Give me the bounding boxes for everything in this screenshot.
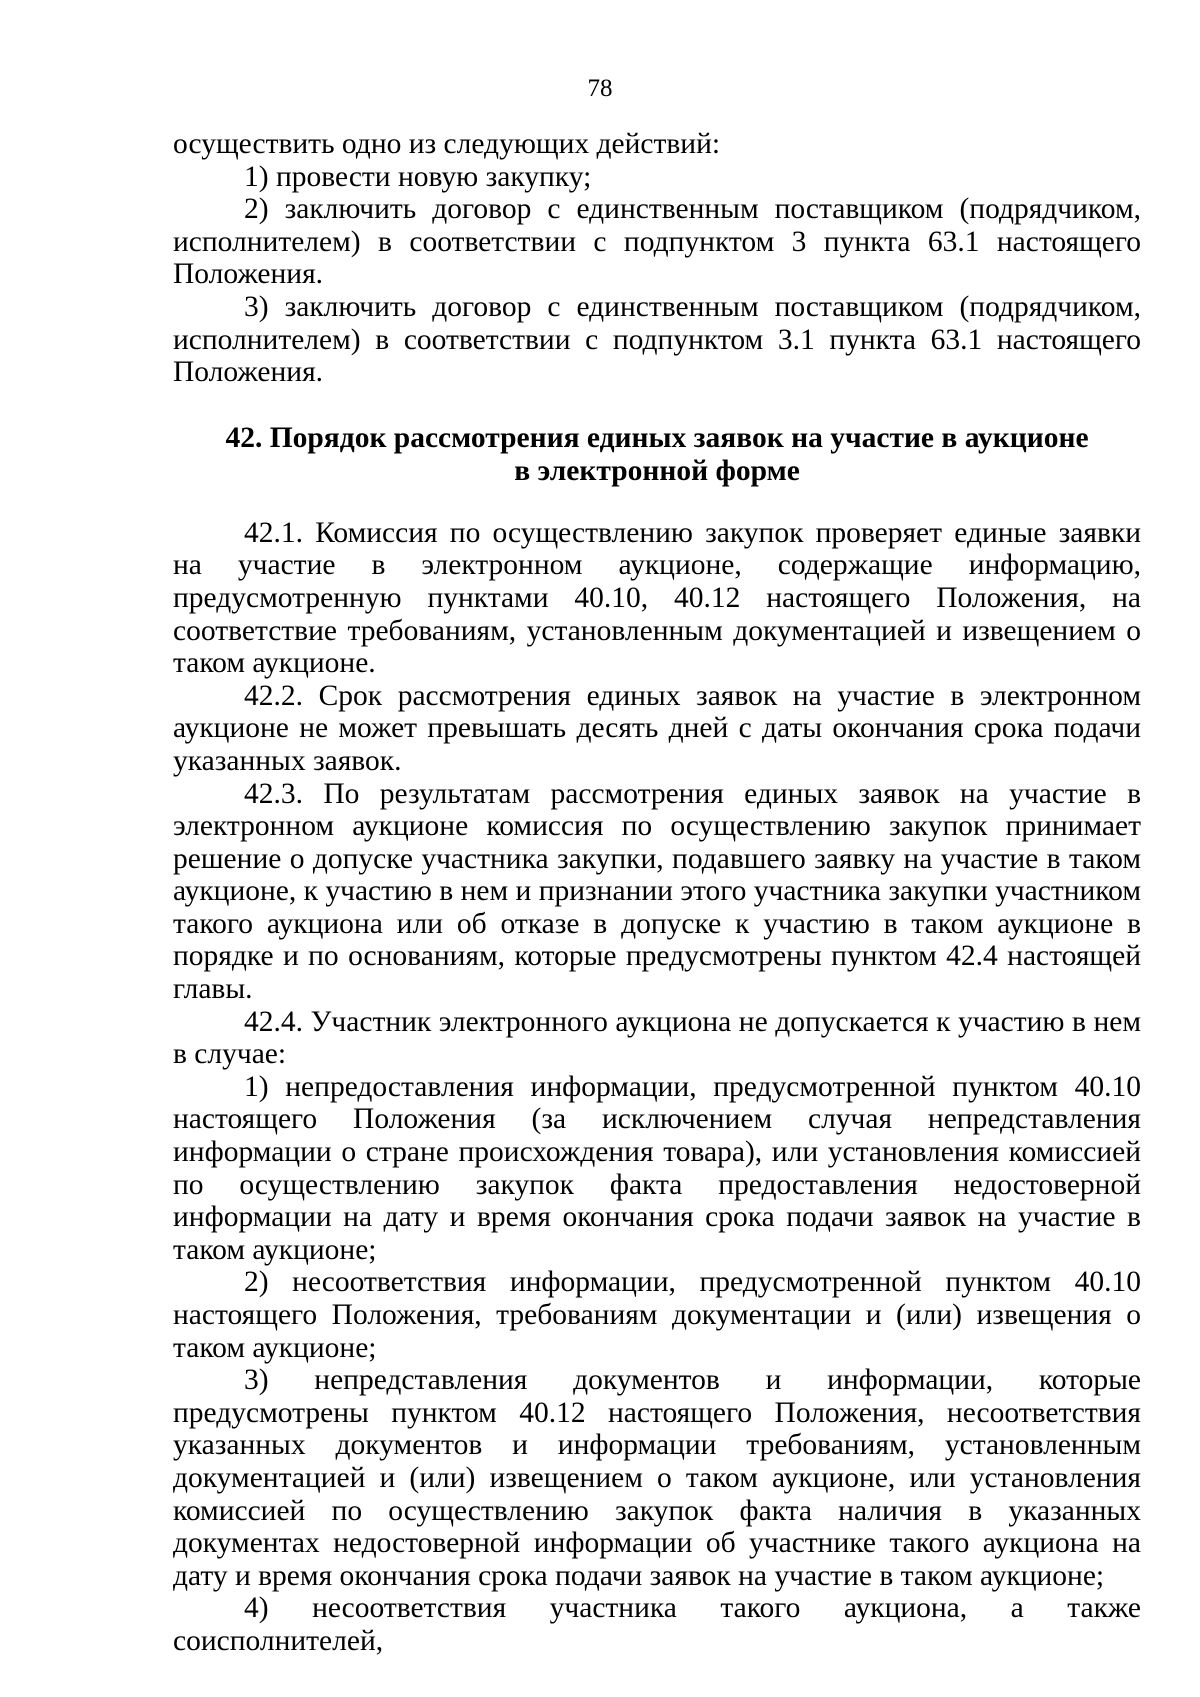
document-body — [173, 128, 1141, 1658]
clause-42-4: 42.4. Участник электронного аукциона не допускается к участию в нем в случае: — [173, 1005, 1141, 1071]
clause-42-3: 42.3. По результатам рассмотрения единых заявок на участие в электронном аукционе комиссия по осуществлению закупок принимает решение о допуске участника закупки, подавшего заявку на участие в таком аукционе, к участию в нем и признании этого участника закупки участником такого аукциона или об отказе в допуске к участию в таком аукционе в порядке и по основаниям, которые предусмотрены пунктом 42.4 настоящей главы. — [173, 777, 1141, 1006]
section-heading-line-2: в электронной форме — [514, 454, 800, 487]
clause-42-4-item-3: 3) непредставления документов и информации, которые предусмотрены пунктом 40.12 настоящего Положения, несоответствия указанных документов и информации требованиям, установленным документацией и (или) извещением о таком аукционе, или установления комиссией по осуществлению закупок факта наличия в указанных документах недостоверной информации об участнике такого аукциона на дату и время окончания срока подачи заявок на участие в таком аукционе; — [173, 1364, 1141, 1592]
section-heading-line-1: 42. Порядок рассмотрения единых заявок на участие в аукционе — [225, 421, 1089, 454]
clause-42-1: 42.1. Комиссия по осуществлению закупок проверяет единые заявки на участие в электронном аукционе, содержащие информацию, предусмотренную пунктами 40.10, 40.12 настоящего Положения, на соответствие требованиям, установленным документацией и извещением о таком аукционе. — [173, 516, 1141, 680]
clause-42-4-item-2: 2) несоответствия информации, предусмотренной пунктом 40.10 настоящего Положения, требованиям документации и (или) извещения о таком аукционе; — [173, 1266, 1141, 1364]
clause-42-4-item-1: 1) непредоставления информации, предусмотренной пунктом 40.10 настоящего Положения (за исключением случая непредставления информации о стране происхождения товара), или установления комиссией по осуществлению закупок факта предоставления недостоверной информации на дату и время окончания срока подачи заявок на участие в таком аукционе; — [173, 1070, 1141, 1266]
clause-42-4-item-4: 4) несоответствия участника такого аукциона, а также соисполнителей, — [173, 1592, 1141, 1657]
list-item-single-supplier-3-1: 3) заключить договор с единственным поставщиком (подрядчиком, исполнителем) в соответствии с подпунктом 3.1 пункта 63.1 настоящего Положения. — [173, 290, 1141, 389]
paragraph-continuation: осуществить одно из следующих действий: — [173, 128, 721, 160]
section-heading — [173, 422, 1141, 488]
list-item-single-supplier-3: 2) заключить договор с единственным поставщиком (подрядчиком, исполнителем) в соответствии с подпунктом 3 пункта 63.1 настоящего Положения. — [173, 193, 1141, 291]
clause-42-2: 42.2. Срок рассмотрения единых заявок на участие в электронном аукционе не может превышать десять дней с даты окончания срока подачи указанных заявок. — [173, 679, 1141, 777]
list-item-new-procurement: 1) провести новую закупку; — [244, 160, 592, 193]
page-number: 78 — [587, 75, 613, 102]
